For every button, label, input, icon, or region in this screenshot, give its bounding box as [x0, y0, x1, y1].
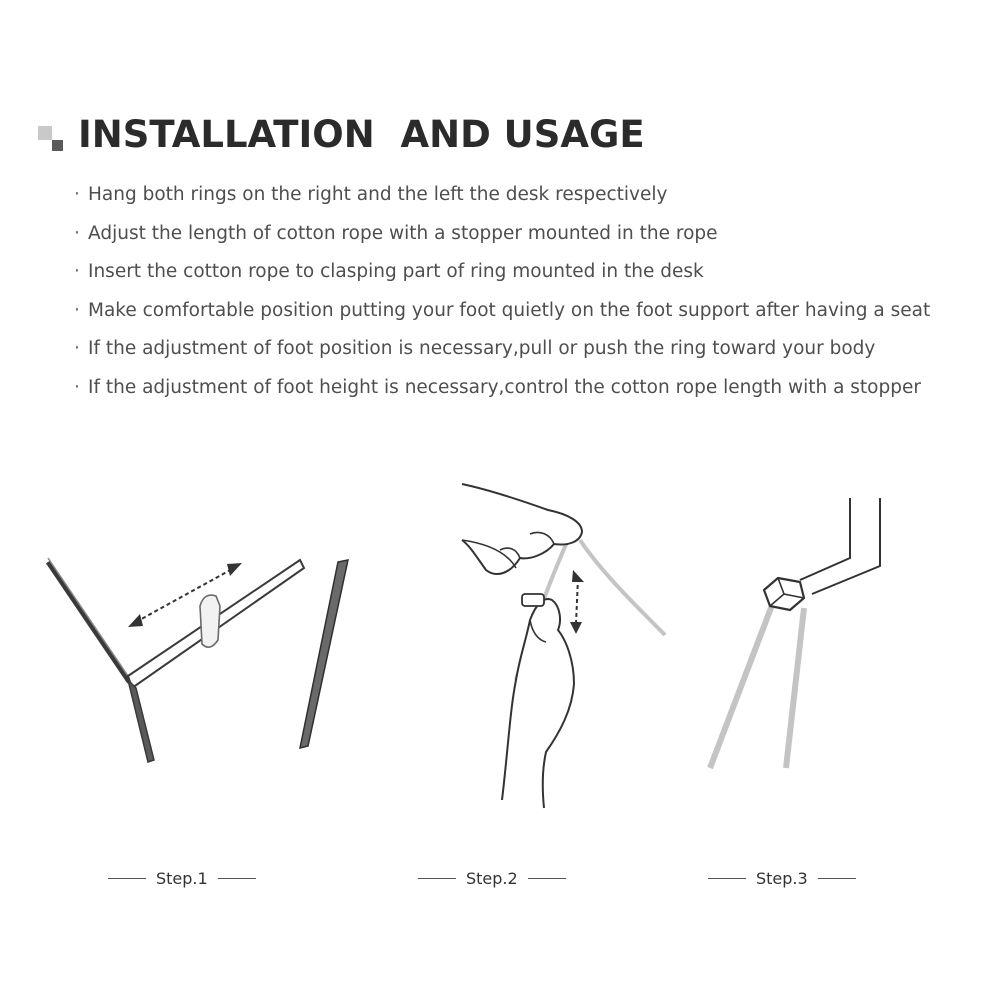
list-item [74, 334, 930, 373]
step1-caption [108, 866, 256, 890]
step3-caption [708, 866, 856, 890]
section-header [36, 112, 645, 156]
caption-rule-left [418, 878, 456, 879]
list-item [74, 296, 930, 335]
caption-rule-left [708, 878, 746, 879]
list-item [74, 219, 930, 258]
bullet-dot-icon: · [74, 184, 80, 205]
list-item [74, 373, 930, 412]
step2-caption [418, 866, 566, 890]
list-item-text: Insert the cotton rope to clasping part of ring mounted in the desk [88, 261, 704, 283]
list-item [74, 257, 930, 296]
list-item-text: Hang both rings on the right and the left the desk respectively [88, 184, 668, 205]
caption-rule-left [108, 878, 146, 879]
bullet-dot-icon: · [74, 299, 80, 321]
list-item-text: If the adjustment of foot height is necessary,control the cotton rope length with a stopper [88, 376, 921, 398]
list-item-text: Make comfortable position putting your foot quietly on the foot support after having a seat [88, 299, 931, 321]
bullet-dot-icon: · [74, 338, 80, 360]
caption-rule-right [218, 878, 256, 879]
bullet-dot-icon: · [74, 222, 80, 244]
bullet-dot-icon: · [74, 261, 80, 283]
title-square-icon [36, 118, 68, 150]
list-item-text: Adjust the length of cotton rope with a stopper mounted in the rope [88, 222, 718, 244]
instruction-list [74, 180, 930, 412]
list-item-text: If the adjustment of foot position is necessary,pull or push the ring toward your body [88, 338, 876, 360]
caption-rule-right [818, 878, 856, 879]
step-label: Step.3 [756, 868, 808, 888]
step-label: Step.2 [466, 868, 518, 888]
list-item [74, 180, 930, 219]
bullet-dot-icon: · [74, 376, 80, 398]
page-title: INSTALLATION AND USAGE [78, 112, 645, 156]
step2-hands-rope-illustration [450, 470, 690, 815]
caption-rule-right [528, 878, 566, 879]
step3-ring-hook-illustration [700, 470, 900, 780]
step-label: Step.1 [156, 868, 208, 888]
step1-desk-ring-illustration [40, 470, 370, 770]
